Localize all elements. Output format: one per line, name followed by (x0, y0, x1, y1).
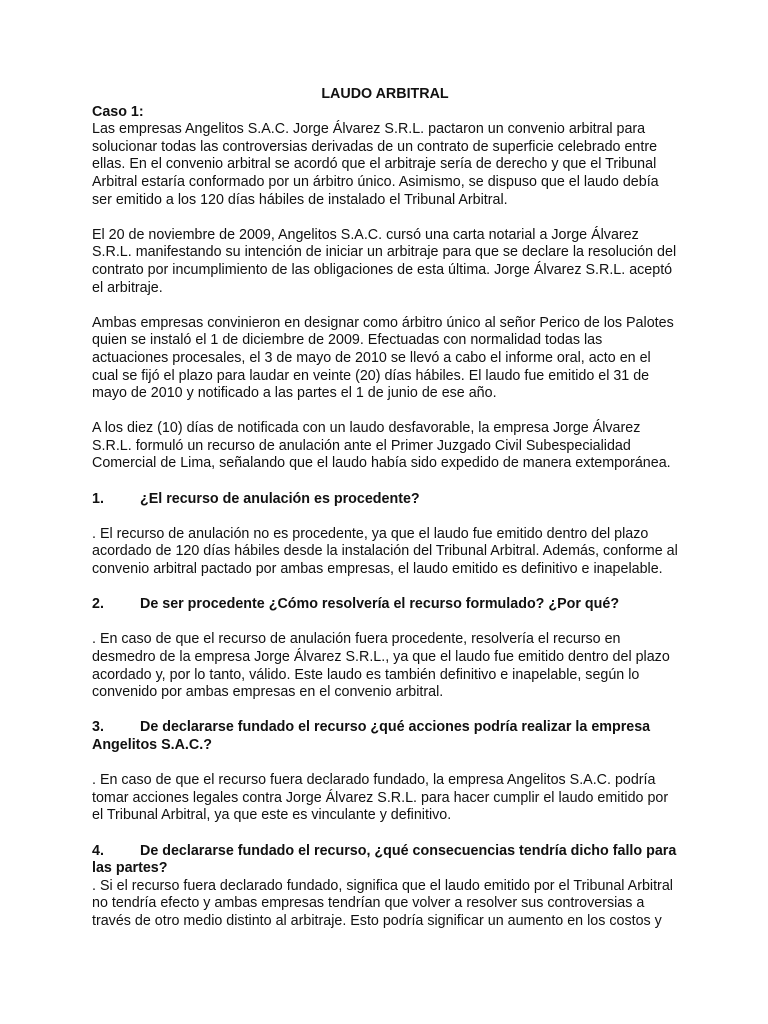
question-3 (92, 719, 678, 754)
document-title: LAUDO ARBITRAL (321, 86, 449, 102)
question-number: 3. (92, 719, 104, 736)
answer-4: . Si el recurso fuera declarado fundado, significa que el laudo emitido por el Tribunal Arbitral no tendría efecto y ambas empresas tendrían que volver a resolver sus controversias a través de otro medio distinto al arbitraje. Esto podría significar un aumento en los costos y (92, 877, 673, 929)
answer-2: . En caso de que el recurso de anulación fuera procedente, resolvería el recurso en desmedro de la empresa Jorge Álvarez S.R.L., ya que el laudo fue emitido dentro del plazo acordado y, por lo tanto, válido. Este laudo es también definitivo e inapelable, según lo convenido por ambas empresas en el convenio arbitral. (92, 631, 670, 701)
question-number: 1. (92, 490, 104, 507)
question-text: ¿El recurso de anulación es procedente? (140, 490, 420, 507)
case-paragraph-4: A los diez (10) días de notificada con un laudo desfavorable, la empresa Jorge Álvarez S.R.L. formuló un recurso de anulación ante el Primer Juzgado Civil Subespecialidad Comercial de Lima, señalando que el laudo había sido expedido de manera extemporánea. (92, 420, 671, 472)
question-number: 2. (92, 596, 104, 613)
case-paragraph-2: El 20 de noviembre de 2009, Angelitos S.A.C. cursó una carta notarial a Jorge Álvarez S.R.L. manifestando su intención de iniciar un arbitraje para que se declare la resolución del contrato por incumplimiento de las obligaciones de esta última. Jorge Álvarez S.R.L. aceptó el arbitraje. (92, 226, 677, 296)
question-1 (92, 491, 678, 509)
answer-1: . El recurso de anulación no es procedente, ya que el laudo fue emitido dentro del plazo acordado de 120 días hábiles desde la instalación del Tribunal Arbitral. Además, conforme al convenio arbitral pactado por ambas empresas, el laudo emitido es definitivo e inapelable. (92, 525, 678, 578)
case-paragraph-3: Ambas empresas convinieron en designar como árbitro único al señor Perico de los Palotes quien se instaló el 1 de diciembre de 2009. Efectuadas con normalidad todas las actuaciones procesales, el 3 de mayo de 2010 se llevó a cabo el informe oral, acto en el cual se fijó el plazo para laudar en veinte (20) días hábiles. El laudo fue emitido el 31 de mayo de 2010 y notificado a las partes el 1 de junio de ese año. (92, 314, 674, 402)
question-number: 4. (92, 842, 104, 859)
answer-3: . En caso de que el recurso fuera declarado fundado, la empresa Angelitos S.A.C. podría tomar acciones legales contra Jorge Álvarez S.R.L. para hacer cumplir el laudo emitido por el Tribunal Arbitral, ya que este es vinculante y definitivo. (92, 772, 669, 824)
question-2 (92, 596, 678, 614)
document-page (92, 86, 678, 948)
case-heading: Caso 1: (92, 103, 144, 120)
case-paragraph-1: Las empresas Angelitos S.A.C. Jorge Álvarez S.R.L. pactaron un convenio arbitral para solucionar todas las controversias derivadas de un contrato de superficie celebrado entre ellas. En el convenio arbitral se acordó que el arbitraje sería de derecho y que el Tribunal Arbitral estaría conformado por un árbitro único. Asimismo, se dispuso que el laudo debía ser emitido a los 120 días hábiles de instalado el Tribunal Arbitral. (92, 121, 659, 208)
question-text: De declararse fundado el recurso ¿qué acciones podría realizar la empresa Angelitos S.A.C.? (92, 719, 651, 753)
question-4 (92, 843, 678, 878)
question-text: De declararse fundado el recurso, ¿qué consecuencias tendría dicho fallo para las partes? (92, 842, 677, 877)
question-text: De ser procedente ¿Cómo resolvería el recurso formulado? ¿Por qué? (140, 596, 620, 613)
